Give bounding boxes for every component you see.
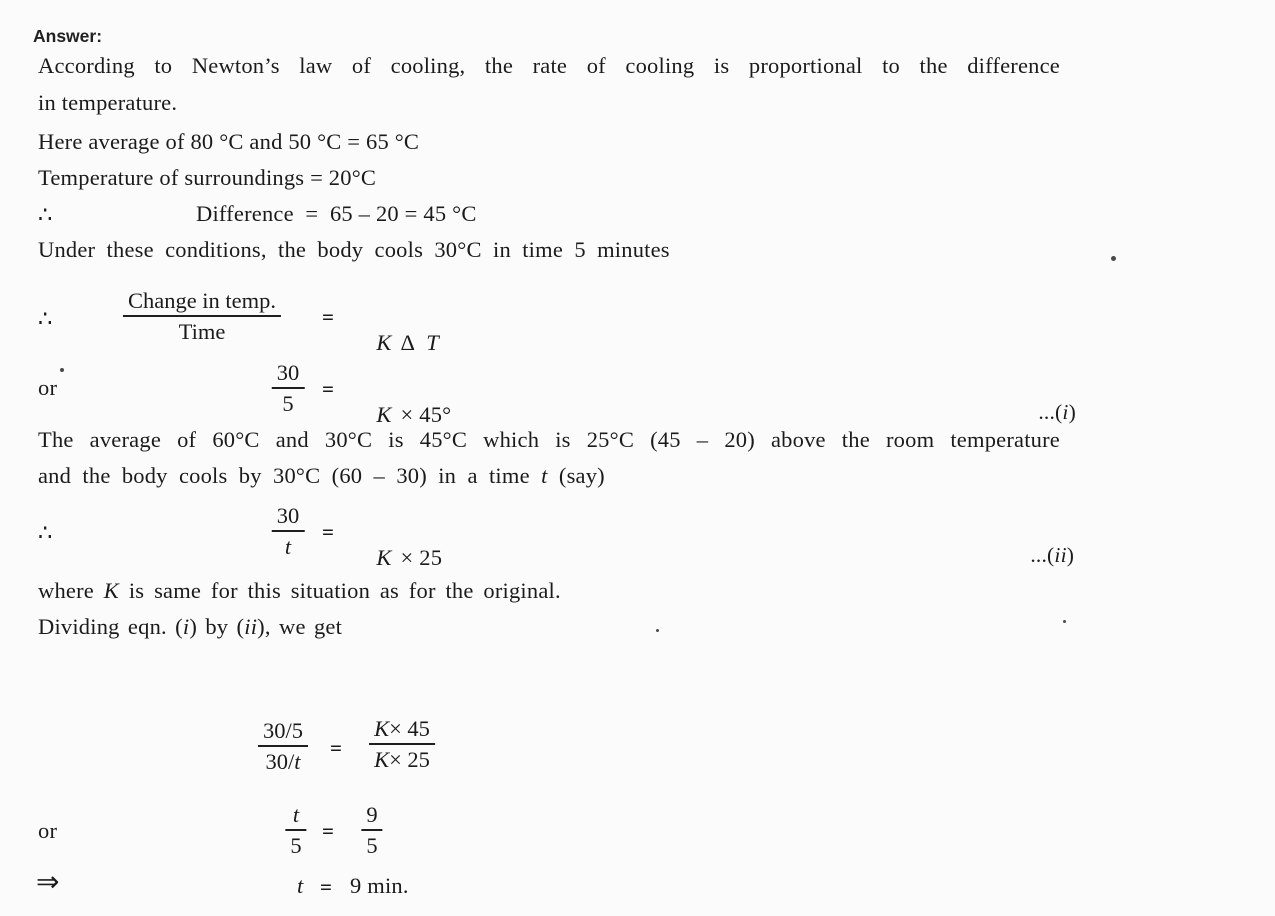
coefficient-K: K (374, 747, 390, 772)
intro-line-2: in temperature. (38, 90, 178, 115)
nine-fifths-denominator: 5 (366, 833, 378, 858)
where-line-pre: where (38, 578, 104, 603)
coefficient-K: K (376, 330, 392, 355)
or-label: or (38, 818, 58, 843)
equals-sign: = (322, 819, 335, 843)
divide-left-numerator: 30/5 (262, 718, 304, 743)
dividing-line-post: ), we get (257, 614, 343, 639)
eq-ii-numerator: 30 (276, 503, 300, 528)
therefore-symbol: ∴ (38, 202, 53, 227)
divide-right-numerator (369, 716, 435, 741)
average-line: Here average of 80 °C and 50 °C = 65 °C (38, 129, 420, 154)
fraction-bar (369, 743, 435, 745)
therefore-symbol: ∴ (38, 520, 53, 545)
equals-sign: = (330, 736, 343, 760)
fraction-bar (123, 315, 281, 317)
equals-sign: = (322, 305, 335, 329)
para2-line-2-pre: and the body cools by 30°C (60 – 30) in a time (38, 463, 542, 488)
fraction-bar (285, 829, 306, 831)
divide-left-fraction (258, 718, 308, 774)
implies-arrow: ⇒ (36, 867, 60, 898)
scan-speck (656, 629, 659, 632)
surroundings-line: Temperature of surroundings = 20°C (38, 165, 377, 190)
delta-symbol: Δ (400, 330, 416, 355)
equals-sign: = (322, 520, 335, 544)
coefficient-K: K (376, 402, 392, 427)
t-over-5-fraction (285, 802, 306, 858)
scan-speck (1063, 620, 1066, 623)
eq-ii-rhs-value: × 25 (400, 545, 443, 570)
eq-i-fraction (272, 360, 305, 416)
dividing-line-pre: Dividing eqn. ( (38, 614, 183, 639)
fraction-bar (272, 530, 305, 532)
rate-fraction-numerator: Change in temp. (127, 288, 277, 313)
nine-fifths-fraction (361, 802, 382, 858)
time-variable-t: t (294, 749, 301, 774)
eq-ii-denominator: t (284, 534, 292, 559)
final-value: 9 min. (350, 873, 409, 898)
tag-prefix: ...( (1038, 400, 1063, 424)
rate-equation-rhs (353, 302, 439, 383)
equals-sign: = (320, 875, 333, 899)
intro-line-1: According to Newton’s law of cooling, the rate of cooling is proportional to the difference (38, 53, 1060, 78)
tag-numeral: ii (1054, 543, 1067, 567)
answer-label: Answer: (33, 26, 103, 46)
tag-prefix: ...( (1030, 543, 1055, 567)
conditions-line: Under these conditions, the body cools 30°C in time 5 minutes (38, 237, 670, 262)
dividing-line (38, 613, 342, 640)
eq-ii-fraction (272, 503, 305, 559)
final-t: t (297, 873, 304, 898)
divide-right-fraction (369, 716, 435, 772)
eqn-i-ref: i (182, 614, 190, 639)
or-label: or (38, 375, 58, 400)
nine-fifths-numerator: 9 (366, 802, 378, 827)
coefficient-K: K (103, 578, 120, 603)
where-line-post: is same for this situation as for the original. (119, 578, 561, 603)
difference-line: Difference = 65 – 20 = 45 °C (196, 201, 477, 226)
dividing-line-mid: ) by ( (189, 614, 245, 639)
t-over-5-numerator: t (292, 802, 300, 827)
divide-right-den-rest: × 25 (389, 747, 430, 772)
where-line (38, 577, 561, 604)
tag-numeral: i (1062, 400, 1069, 424)
tag-suffix: ) (1066, 543, 1075, 567)
temperature-T: T (426, 330, 439, 355)
eqn-ii-ref: ii (244, 614, 258, 639)
rate-fraction (123, 288, 281, 344)
divide-left-denominator (260, 749, 305, 774)
eq-i-rhs-value: × 45° (400, 402, 452, 427)
para2-line-2 (38, 462, 605, 489)
tag-suffix: ) (1068, 400, 1076, 424)
eq-i-denominator: 5 (282, 391, 294, 416)
t-over-5-denominator: 5 (290, 833, 302, 858)
time-variable-t: t (541, 463, 548, 488)
fraction-bar (361, 829, 382, 831)
divide-right-num-rest: × 45 (389, 716, 430, 741)
para2-line-1: The average of 60°C and 30°C is 45°C which is 25°C (45 – 20) above the room temperature (38, 427, 1060, 452)
scan-speck (60, 368, 64, 372)
eq-i-numerator: 30 (276, 360, 300, 385)
coefficient-K: K (374, 716, 390, 741)
divide-right-denominator (369, 747, 435, 772)
eq-ii-tag (1008, 515, 1074, 596)
therefore-symbol: ∴ (38, 306, 53, 331)
coefficient-K: K (376, 545, 392, 570)
para2-line-2-post: (say) (547, 463, 605, 488)
scan-speck (1111, 256, 1116, 261)
divide-left-den-pre: 30/ (265, 749, 295, 774)
fraction-bar (272, 387, 305, 389)
equals-sign: = (322, 377, 335, 401)
fraction-bar (258, 745, 308, 747)
rate-fraction-denominator: Time (178, 319, 226, 344)
